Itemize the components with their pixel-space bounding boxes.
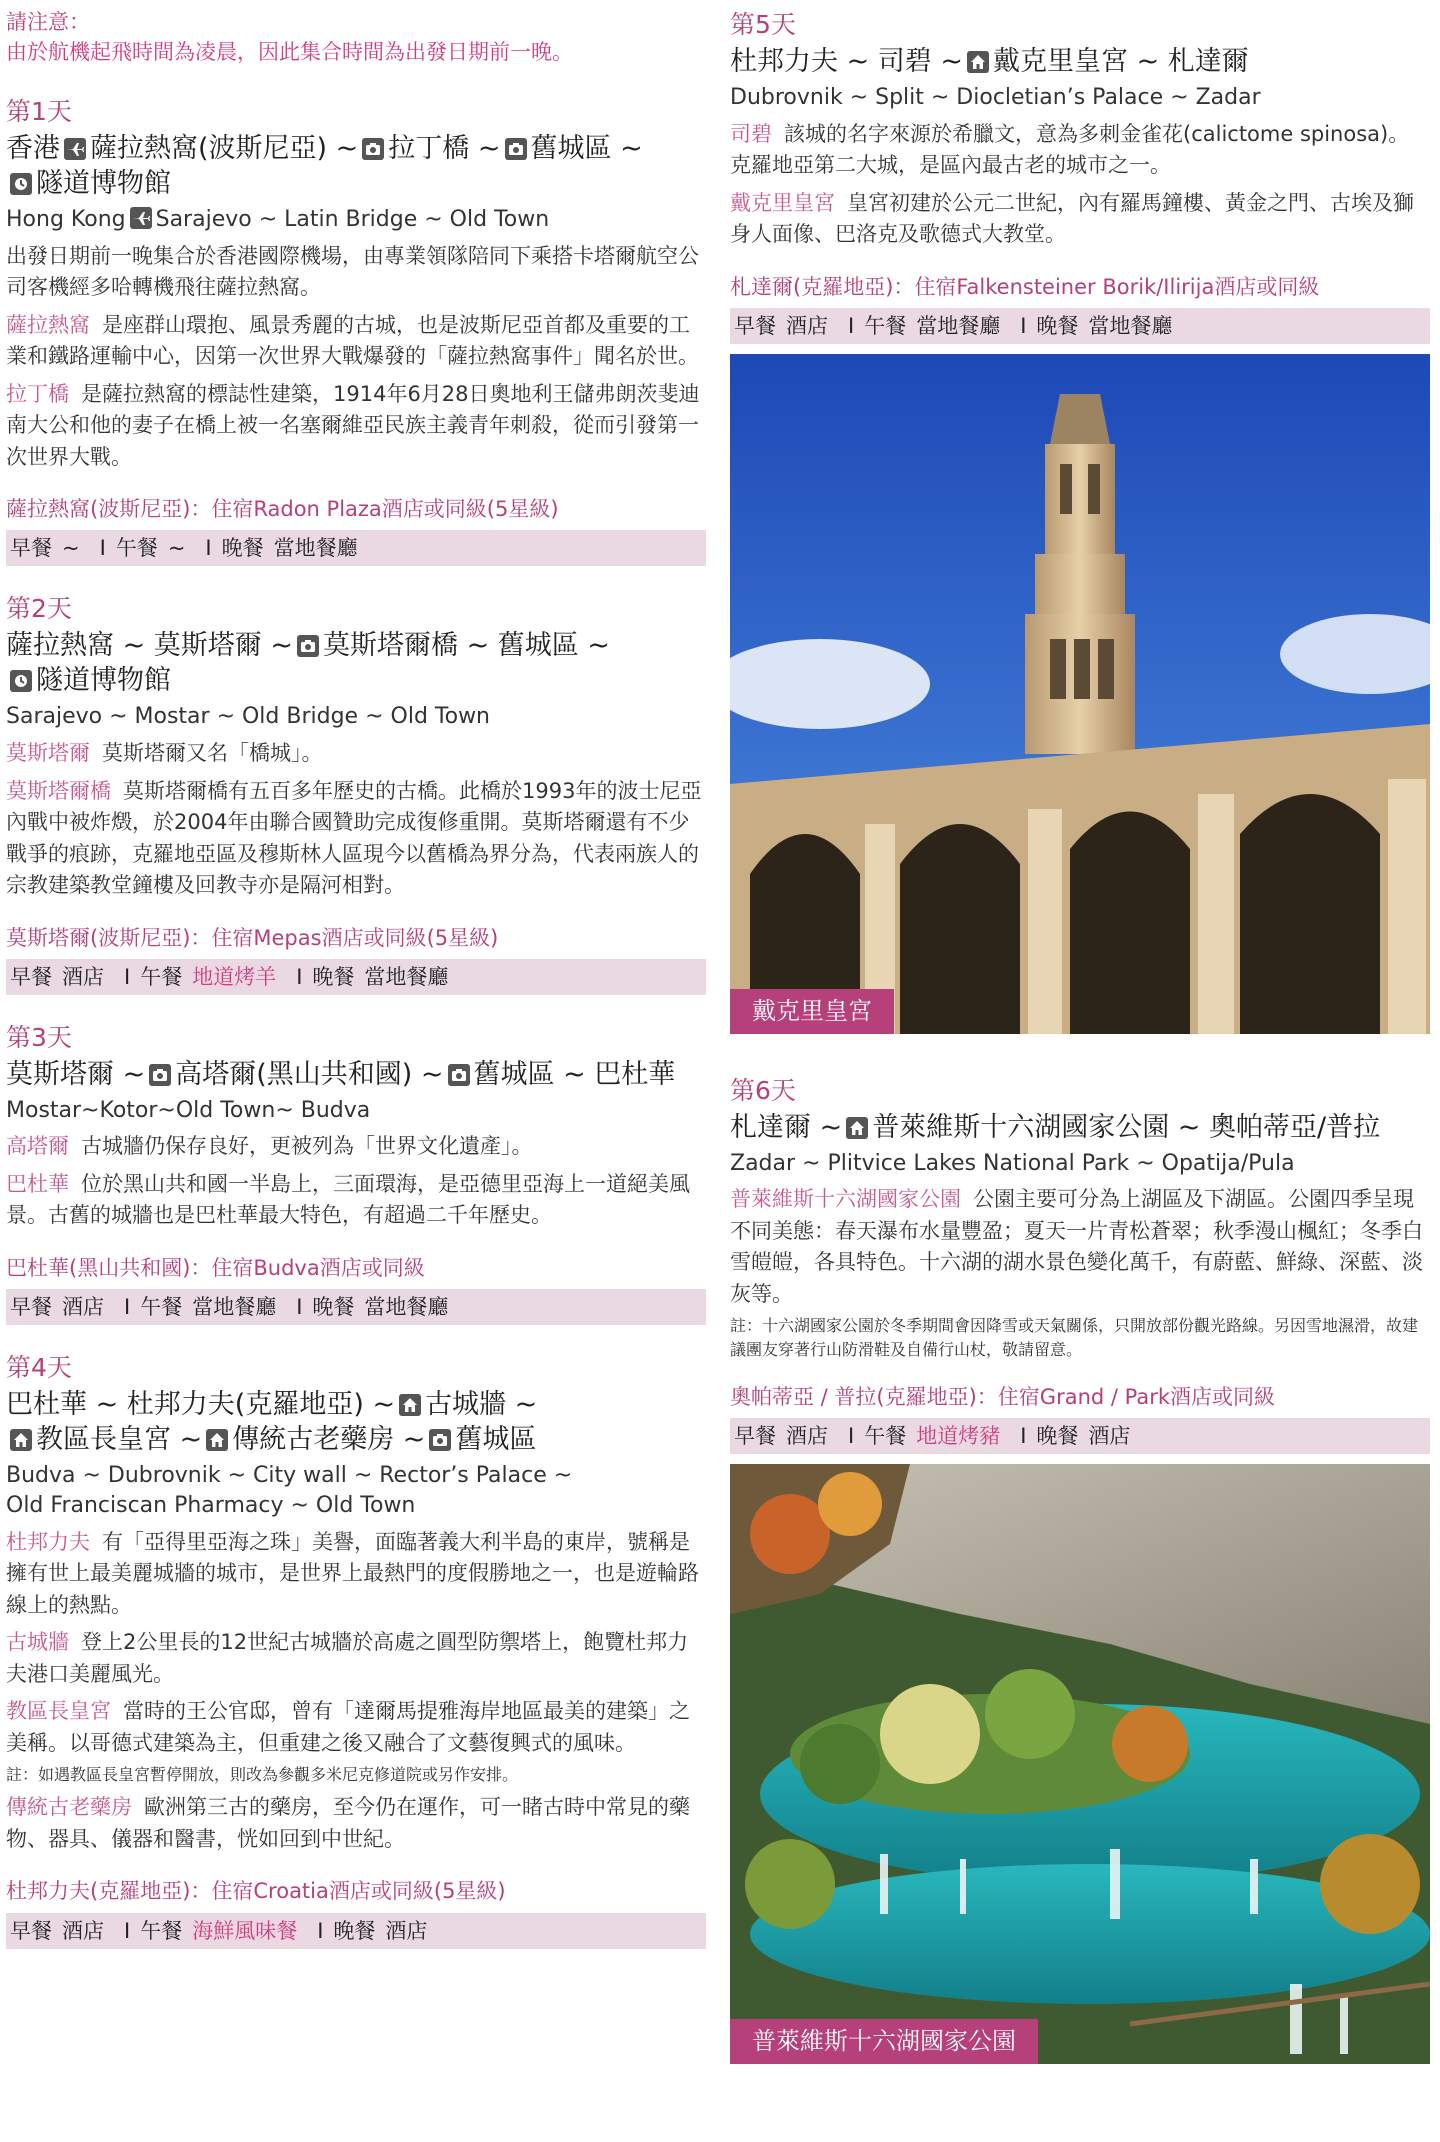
route-english: Mostar~Kotor~Old Town~ Budva	[6, 1097, 371, 1123]
palace-photo	[730, 354, 1430, 1034]
route-stop: 舊城區 ~ 巴杜華	[473, 1058, 676, 1090]
meal-label: 晚餐	[312, 964, 355, 989]
day-title: 第5天	[730, 10, 796, 39]
route-stop-en: Hong Kong	[6, 206, 126, 232]
sight-item	[730, 1184, 1430, 1310]
meal-label: 午餐	[115, 536, 158, 561]
meal-separator: I	[124, 1918, 131, 1943]
meal-label: 晚餐	[221, 536, 264, 561]
notice-text: 由於航機起飛時間為凌晨，因此集合時間為出發日期前一晚。	[6, 40, 573, 65]
route-stop: 拉丁橋 ~	[388, 132, 501, 164]
sight-item	[730, 119, 1430, 182]
footnote: 註：十六湖國家公園於冬季期間會因降雪或天氣關係，只開放部份觀光路線。另因雪地濕滑，故建議團友穿著行山防滑鞋及自備行山杖，敬請留意。	[730, 1316, 1419, 1359]
meal-label: 早餐	[10, 964, 52, 989]
day-3	[6, 1021, 706, 1325]
sight-name: 巴杜華	[6, 1171, 69, 1196]
meal-separator: I	[99, 536, 106, 561]
sight-name: 普萊維斯十六湖國家公園	[730, 1187, 961, 1212]
route-chinese	[730, 1110, 1430, 1145]
lakes-photo	[730, 1464, 1430, 2064]
sight-item	[6, 1527, 706, 1622]
sight-text: 莫斯塔爾橋有五百多年歷史的古橋。此橋於1993年的波士尼亞內戰中被炸燬，於2004年由聯合國贊助完成復修重開。莫斯塔爾還有不少戰爭的痕跡，克羅地亞區及穆斯林人區現今以舊橋為界分為，代表兩族人的宗教建築教堂鐘樓及回教寺亦是隔河相對。	[6, 778, 702, 898]
camera-icon	[448, 1064, 470, 1086]
sight-item	[6, 738, 706, 770]
meal-value: 當地餐廳	[916, 313, 1001, 338]
meal-value: 當地餐廳	[364, 964, 449, 989]
meal-label: 晚餐	[1036, 313, 1079, 338]
sight-item	[730, 188, 1430, 251]
day-title: 第3天	[6, 1022, 72, 1052]
sight-name: 高塔爾	[6, 1134, 69, 1159]
meal-label: 早餐	[10, 536, 52, 561]
sight-name: 薩拉熱窩	[6, 312, 90, 337]
sight-item	[6, 1627, 706, 1690]
hotel-line: 薩拉熱窩(波斯尼亞)：住宿Radon Plaza酒店或同級(5星級)	[6, 497, 559, 522]
hotel-line: 巴杜華(黑山共和國)：住宿Budva酒店或同級	[6, 1255, 425, 1280]
meal-separator: I	[317, 1918, 324, 1943]
house-icon	[206, 1429, 228, 1451]
route-stop: 傳統古老藥房 ~	[232, 1424, 426, 1456]
meal-value: 酒店	[786, 313, 828, 338]
footnote: 註：如遇教區長皇宮暫停開放，則改為參觀多米尼克修道院或另作安排。	[6, 1765, 519, 1785]
route-stop: 薩拉熱窩 ~ 莫斯塔爾 ~	[6, 630, 293, 662]
meal-bar	[6, 959, 706, 995]
meal-value: ~	[62, 536, 80, 561]
notice-title: 請注意：	[6, 10, 90, 34]
entry-icon	[10, 173, 32, 195]
camera-icon	[362, 138, 384, 160]
sight-name: 戴克里皇宮	[730, 190, 835, 215]
sight-text: 皇宮初建於公元二世紀，內有羅馬鐘樓、黃金之門、古埃及獅身人面像、巴洛克及歌德式大教堂。	[730, 190, 1414, 247]
camera-icon	[505, 138, 527, 160]
route-stop: 高塔爾(黑山共和國) ~	[175, 1058, 444, 1090]
route-stop: 隧道博物館	[36, 167, 171, 199]
route-stop: 教區長皇宮 ~	[36, 1424, 203, 1456]
hotel-line: 奧帕蒂亞 / 普拉(克羅地亞)：住宿Grand / Park酒店或同級	[730, 1384, 1276, 1409]
meal-value: 當地餐廳	[364, 1295, 449, 1320]
route-english: Dubrovnik ~ Split ~ Diocletian’s Palace ~ Zadar	[730, 84, 1261, 110]
day-title: 第4天	[6, 1353, 72, 1383]
sight-text: 位於黑山共和國一半島上，三面環海，是亞德里亞海上一道絕美風景。古舊的城牆也是巴杜華最大特色，有超過二千年歷史。	[6, 1171, 690, 1228]
meal-separator: I	[205, 536, 212, 561]
sight-name: 司碧	[730, 121, 772, 146]
route-chinese	[6, 131, 706, 201]
meal-separator: I	[1020, 313, 1027, 338]
route-chinese	[6, 1387, 706, 1457]
meal-value: 酒店	[62, 964, 104, 989]
sight-text: 登上2公里長的12世紀古城牆於高處之圓型防禦塔上，飽覽杜邦力夫港口美麗風光。	[6, 1630, 689, 1686]
sight-text: 是座群山環抱、風景秀麗的古城，也是波斯尼亞首都及重要的工業和鐵路運輸中心，因第一次世界大戰爆發的「薩拉熱窩事件」聞名於世。	[6, 312, 699, 369]
sight-name: 杜邦力夫	[6, 1529, 90, 1554]
route-stop: 古城牆 ~	[425, 1389, 538, 1421]
route-english: Sarajevo ~ Mostar ~ Old Bridge ~ Old Town	[6, 704, 490, 730]
day-1	[6, 95, 706, 567]
route-stop: 莫斯塔爾 ~	[6, 1058, 146, 1090]
meal-separator: I	[848, 313, 855, 338]
route-stop: 舊城區 ~	[530, 132, 643, 164]
house-icon	[10, 1429, 32, 1451]
sight-name: 莫斯塔爾	[6, 741, 90, 766]
day-title: 第2天	[6, 594, 72, 624]
meal-label: 早餐	[10, 1918, 52, 1943]
meal-bar	[6, 530, 706, 566]
route-line-en: Old Franciscan Pharmacy ~ Old Town	[6, 1492, 416, 1518]
meal-separator: I	[296, 964, 303, 989]
sight-item	[6, 1131, 706, 1163]
meal-separator: I	[848, 1424, 855, 1449]
day-description: 出發日期前一晚集合於香港國際機場，由專業領隊陪同下乘搭卡塔爾航空公司客機經多哈轉機飛往薩拉熱窩。	[6, 243, 699, 300]
meal-separator: I	[296, 1295, 303, 1320]
meal-separator: I	[1020, 1424, 1027, 1449]
meal-value: 當地餐廳	[1088, 313, 1173, 338]
hotel-line: 莫斯塔爾(波斯尼亞)：住宿Mepas酒店或同級(5星級)	[6, 925, 499, 950]
meal-label: 早餐	[734, 313, 776, 338]
sight-text: 有「亞得里亞海之珠」美譽，面臨著義大利半島的東岸，號稱是擁有世上最美麗城牆的城市，是世界上最熱門的度假勝地之一，也是遊輪路線上的熱點。	[6, 1529, 699, 1617]
sight-item	[6, 1169, 706, 1232]
route-stop: 杜邦力夫 ~ 司碧 ~	[730, 45, 963, 77]
route-stop: 香港	[6, 132, 60, 164]
meal-value: 酒店	[62, 1295, 104, 1320]
meal-label: 早餐	[10, 1295, 52, 1320]
sight-item	[6, 379, 706, 474]
meal-label: 午餐	[864, 313, 907, 338]
route-stop: 戴克里皇宮 ~ 札達爾	[993, 45, 1249, 77]
meal-value: 酒店	[1088, 1424, 1131, 1449]
palace-illustration	[730, 354, 1430, 1034]
route-stop: 普萊維斯十六湖國家公園 ~ 奧帕蒂亞/普拉	[872, 1111, 1381, 1143]
meal-value-highlight: 海鮮風味餐	[192, 1918, 298, 1943]
meal-value: 酒店	[62, 1918, 104, 1943]
meal-label: 午餐	[140, 1918, 183, 1943]
route-stop: 隧道博物館	[36, 665, 171, 697]
day-2	[6, 592, 706, 995]
sight-text: 公園主要可分為上湖區及下湖區。公園四季呈現不同美態：春天瀑布水量豐盈；夏天一片青松蒼翠；秋季漫山楓紅；冬季白雪皚皚，各具特色。十六湖的湖水景色變化萬千，有蔚藍、鮮綠、深藍、淡灰等。	[730, 1187, 1423, 1306]
right-column	[730, 0, 1430, 2086]
sight-item	[6, 1696, 706, 1759]
left-column	[6, 0, 706, 1971]
day-6	[730, 1074, 1430, 2064]
route-stop: 舊城區	[455, 1424, 537, 1456]
route-stop: 巴杜華 ~ 杜邦力夫(克羅地亞) ~	[6, 1389, 396, 1421]
sight-text: 當時的王公官邸，曾有「達爾馬提雅海岸地區最美的建築」之美稱。以哥德式建築為主，但重建之後又融合了文藝復興式的風味。	[6, 1699, 690, 1755]
entry-icon	[10, 670, 32, 692]
meal-value: 當地餐廳	[192, 1295, 277, 1320]
meal-value: ~	[167, 536, 186, 561]
camera-icon	[297, 635, 319, 657]
day-4	[6, 1351, 706, 1948]
meal-label: 午餐	[140, 1295, 183, 1320]
route-stop-en: Sarajevo ~ Latin Bridge ~ Old Town	[155, 206, 550, 232]
meal-label: 晚餐	[312, 1295, 355, 1320]
photo-caption: 普萊維斯十六湖國家公園	[730, 2019, 1038, 2064]
hotel-line: 杜邦力夫(克羅地亞)：住宿Croatia酒店或同級(5星級)	[6, 1879, 506, 1904]
route-chinese	[6, 1057, 706, 1092]
meal-bar	[730, 1418, 1430, 1454]
meal-label: 午餐	[864, 1424, 907, 1449]
meal-label: 晚餐	[333, 1918, 376, 1943]
meal-bar	[730, 308, 1430, 344]
hotel-line: 札達爾(克羅地亞)：住宿Falkensteiner Borik/Ilirija酒店或同級	[730, 274, 1320, 299]
house-icon	[967, 51, 989, 73]
sight-text: 歐洲第三古的藥房，至今仍在運作，可一睹古時中常見的藥物、器具、儀器和醫書，恍如回到中世紀。	[6, 1795, 690, 1851]
sight-text: 是薩拉熱窩的標誌性建築，1914年6月28日奧地利王儲弗朗茨斐迪南大公和他的妻子在橋上被一名塞爾維亞民族主義青年刺殺，從而引發第一次世界大戰。	[6, 381, 700, 469]
airplane-icon	[130, 207, 152, 229]
house-icon	[399, 1394, 421, 1416]
route-line-en: Budva ~ Dubrovnik ~ City wall ~ Rector’s Palace ~	[6, 1463, 573, 1489]
meal-value: 酒店	[786, 1424, 828, 1449]
meal-bar	[6, 1913, 706, 1949]
sight-item	[6, 776, 706, 902]
lakes-illustration	[730, 1464, 1430, 2064]
day-title: 第1天	[6, 96, 72, 126]
airplane-icon	[64, 138, 86, 160]
route-stop: 札達爾 ~	[730, 1111, 843, 1143]
meal-value-highlight: 地道烤豬	[916, 1424, 1001, 1449]
meal-label: 午餐	[140, 964, 183, 989]
camera-icon	[429, 1429, 451, 1451]
meal-value: 酒店	[385, 1918, 428, 1943]
meal-separator: I	[124, 964, 131, 989]
sight-name: 教區長皇宮	[6, 1699, 111, 1724]
sight-item	[6, 310, 706, 373]
meal-separator: I	[124, 1295, 131, 1320]
house-icon	[846, 1117, 868, 1139]
sight-name: 古城牆	[6, 1630, 69, 1655]
meal-label: 早餐	[734, 1424, 776, 1449]
day-title: 第6天	[730, 1075, 796, 1105]
sight-text: 古城牆仍保存良好，更被列為「世界文化遺產」。	[81, 1134, 533, 1159]
meal-value-highlight: 地道烤羊	[192, 964, 277, 989]
route-english: Zadar ~ Plitvice Lakes National Park ~ Opatija/Pula	[730, 1150, 1295, 1176]
route-stop: 莫斯塔爾橋 ~ 舊城區 ~	[323, 630, 610, 662]
sight-name: 莫斯塔爾橋	[6, 778, 111, 803]
meal-label: 晚餐	[1036, 1424, 1079, 1449]
meal-value: 當地餐廳	[273, 536, 358, 561]
route-chinese	[6, 628, 706, 698]
sight-name: 傳統古老藥房	[6, 1795, 132, 1820]
camera-icon	[149, 1064, 171, 1086]
route-chinese	[730, 44, 1430, 79]
route-english	[6, 205, 706, 235]
route-english	[6, 1461, 706, 1520]
notice	[6, 8, 706, 69]
photo-caption: 戴克里皇宮	[730, 989, 894, 1034]
sight-text: 莫斯塔爾又名「橋城」。	[102, 741, 323, 766]
sight-item	[6, 1792, 706, 1855]
day-5	[730, 8, 1430, 1034]
route-stop: 薩拉熱窩(波斯尼亞) ~	[90, 132, 359, 164]
sight-name: 拉丁橋	[6, 381, 69, 406]
sight-text: 該城的名字來源於希臘文，意為多刺金雀花(calictome spinosa)。克羅地亞第二大城，是區內最古老的城市之一。	[730, 121, 1410, 178]
meal-bar	[6, 1289, 706, 1325]
